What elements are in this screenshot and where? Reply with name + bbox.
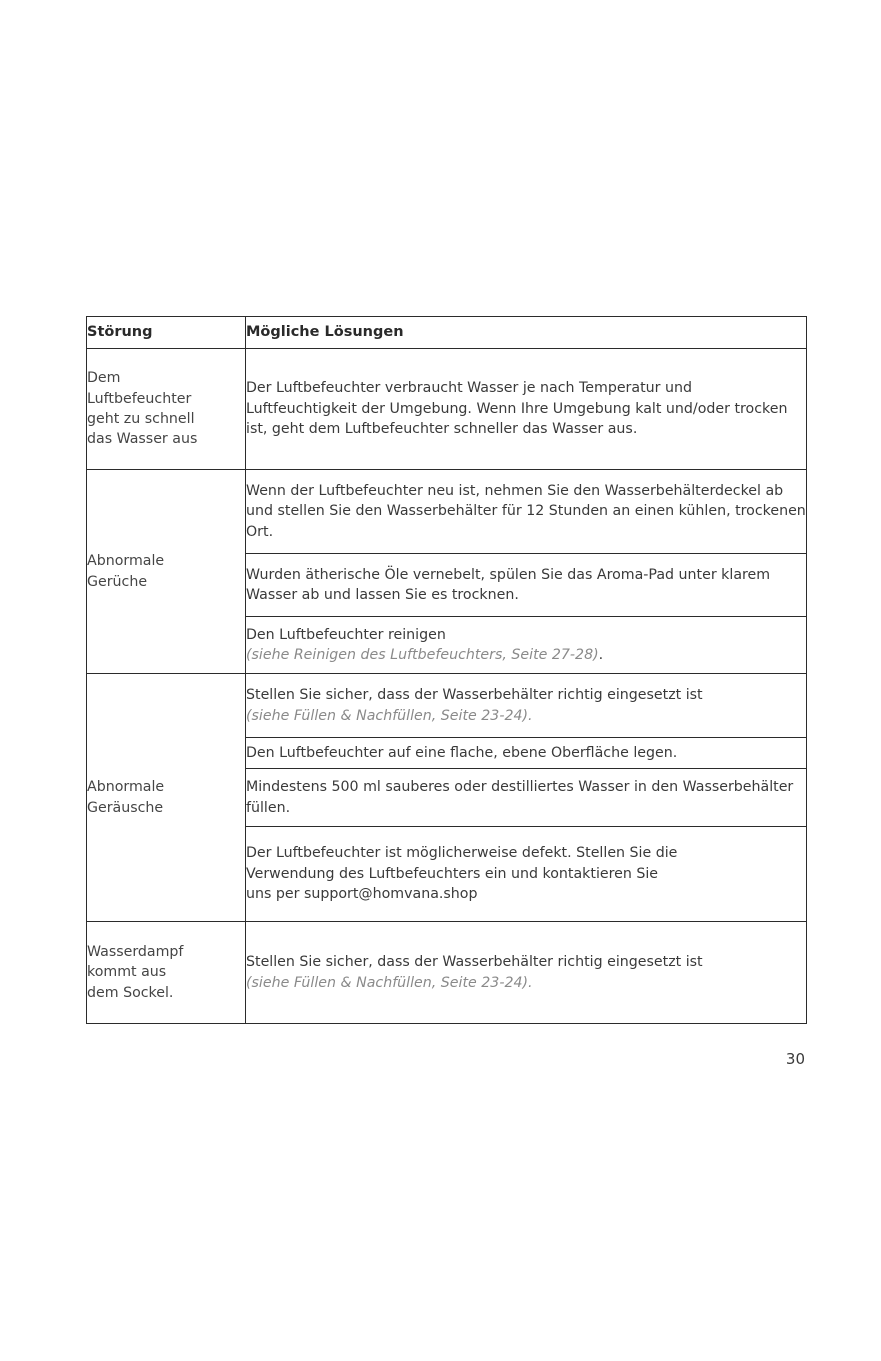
solution-cell [246, 738, 807, 769]
table-header-row [87, 317, 807, 349]
page-reference: (siehe Füllen & Nachfüllen, Seite 23-24). [246, 974, 533, 991]
solution-cell [246, 349, 807, 470]
page-reference: (siehe Reinigen des Luftbefeuchters, Seite 27-28) [246, 647, 599, 663]
support-email-line: uns per support@homvana.shop [246, 886, 478, 903]
table-row [87, 674, 807, 738]
solution-text: Der Luftbefeuchter verbraucht Wasser je nach Temperatur und Luftfeuchtigkeit der Umgebung. Wenn Ihre Umgebung kalt und/oder trocken ist, geht dem Luftbefeuchter schneller das Wasser aus. [246, 380, 788, 438]
solution-text: Den Luftbefeuchter auf eine flache, ebene Oberfläche legen. [246, 744, 678, 761]
solution-cell [246, 922, 807, 1024]
solution-cell [246, 617, 807, 674]
problem-line: Geräusche [87, 799, 164, 816]
problem-line: das Wasser aus [87, 431, 198, 448]
troubleshooting-table [86, 316, 807, 1024]
table-row [87, 922, 807, 1024]
solution-text: Mindestens 500 ml sauberes oder destilliertes Wasser in den Wasserbehälter füllen. [246, 779, 794, 816]
solution-cell [246, 554, 807, 617]
problem-cell [87, 470, 246, 674]
solution-cell [246, 674, 807, 738]
reference-suffix: . [598, 647, 604, 663]
problem-line: Abnormale [87, 553, 165, 570]
problem-cell [87, 922, 246, 1024]
table-row [87, 470, 807, 554]
solution-cell [246, 769, 807, 827]
problem-cell [87, 349, 246, 470]
header-solutions: Mögliche Lösungen [246, 317, 807, 349]
problem-line: Luftbefeuchter [87, 390, 192, 407]
header-problem: Störung [87, 317, 246, 349]
solution-text: Stellen Sie sicher, dass der Wasserbehälter richtig eingesetzt ist [246, 954, 703, 971]
solution-text: Wenn der Luftbefeuchter neu ist, nehmen Sie den Wasserbehälterdeckel ab und stellen Sie den Wasserbehälter für 12 Stunden an einen kühlen, trockenen Ort. [246, 482, 806, 540]
solution-text: Stellen Sie sicher, dass der Wasserbehälter richtig eingesetzt ist [246, 687, 703, 704]
solution-text: Wurden ätherische Öle vernebelt, spülen Sie das Aroma-Pad unter klarem Wasser ab und lassen Sie es trocknen. [246, 566, 771, 603]
problem-line: Wasserdampf [87, 943, 184, 960]
solution-line: Verwendung des Luftbefeuchters ein und kontaktieren Sie [246, 865, 659, 882]
table-row [87, 349, 807, 470]
solution-cell [246, 827, 807, 922]
problem-line: geht zu schnell [87, 411, 195, 427]
problem-line: dem Sockel. [87, 984, 174, 1001]
problem-line: Abnormale [87, 779, 165, 796]
problem-cell [87, 674, 246, 922]
solution-text: Den Luftbefeuchter reinigen [246, 626, 446, 643]
problem-line: Gerüche [87, 573, 148, 590]
solution-line: Der Luftbefeuchter ist möglicherweise defekt. Stellen Sie die [246, 845, 678, 862]
page-number: 30 [785, 1050, 805, 1068]
problem-line: kommt aus [87, 964, 167, 981]
problem-line: Dem [87, 370, 121, 387]
solution-cell [246, 470, 807, 554]
page-reference: (siehe Füllen & Nachfüllen, Seite 23-24). [246, 707, 533, 724]
